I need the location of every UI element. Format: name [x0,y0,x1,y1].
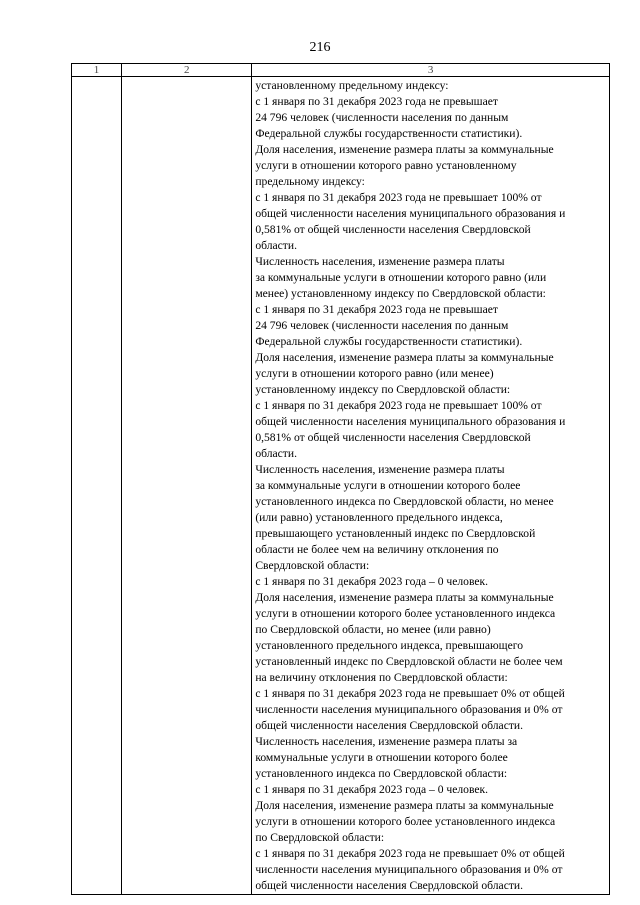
text-line: (или равно) установленного предельного индекса, [255,511,503,524]
text-line: за коммунальные услуги в отношении которого равно (или [255,271,547,284]
text-line: услуги в отношении которого равно установленному [255,159,517,172]
column-2-cell [122,77,252,895]
text-line: по Свердловской области, но менее (или равно) [255,623,491,636]
text-line: Доля населения, изменение размера платы за коммунальные [255,143,554,156]
text-line: 24 796 человек (численности населения по данным [255,111,509,124]
text-line: превышающего установленный индекс по Свердловской [255,527,536,540]
text-line: с 1 января по 31 декабря 2023 года не превышает [255,95,498,108]
column-header-3: 3 [252,64,610,77]
text-line: Доля населения, изменение размера платы за коммунальные [255,351,554,364]
text-line: с 1 января по 31 декабря 2023 года не превышает 100% от [255,191,542,204]
text-line: области. [255,239,297,252]
text-line: по Свердловской области: [255,831,385,844]
text-line: Численность населения, изменение размера платы за [255,735,518,748]
table-row [72,77,610,895]
text-line: области. [255,447,297,460]
text-line: менее) установленному индексу по Свердловской области: [255,287,546,300]
text-line: с 1 января по 31 декабря 2023 года – 0 человек. [255,783,489,796]
text-line: установленный индекс по Свердловской области не более чем [255,655,563,668]
text-line: Доля населения, изменение размера платы за коммунальные [255,591,554,604]
column-1-cell [72,77,122,895]
document-table [71,63,610,895]
text-line: общей численности населения муниципального образования и [255,207,566,220]
text-line: Численность населения, изменение размера платы [255,463,505,476]
text-line: общей численности населения Свердловской области. [255,719,524,732]
text-line: 0,581% от общей численности населения Свердловской [255,431,531,444]
text-line: на величину отклонения по Свердловской области: [255,671,508,684]
text-line: общей численности населения муниципального образования и [255,415,566,428]
text-line: общей численности населения Свердловской области. [255,879,524,892]
page-number: 216 [309,40,331,55]
text-line: Федеральной службы государственности статистики). [255,335,523,348]
text-line: области не более чем на величину отклонения по [255,543,499,556]
text-line: предельному индексу: [255,175,365,188]
text-line: установленного индекса по Свердловской области: [255,767,508,780]
column-header-1: 1 [72,64,122,77]
text-line: установленному предельному индексу: [255,79,449,92]
text-line: Федеральной службы государственности статистики). [255,127,523,140]
text-line: установленного индекса по Свердловской области, но менее [255,495,554,508]
text-line: услуги в отношении которого более установленного индекса [255,815,556,828]
text-line: за коммунальные услуги в отношении которого более [255,479,521,492]
text-line: Доля населения, изменение размера платы за коммунальные [255,799,554,812]
text-line: услуги в отношении которого равно (или менее) [255,367,494,380]
table-header-row [72,64,610,77]
column-header-2: 2 [122,64,252,77]
text-line: с 1 января по 31 декабря 2023 года не превышает [255,303,498,316]
text-line: услуги в отношении которого более установленного индекса [255,607,556,620]
column-3-cell [252,77,610,895]
text-line: 0,581% от общей численности населения Свердловской [255,223,531,236]
text-line: Свердловской области: [255,559,370,572]
text-line: с 1 января по 31 декабря 2023 года не превышает 0% от общей [255,687,565,700]
text-line: 24 796 человек (численности населения по данным [255,319,509,332]
text-line: установленному индексу по Свердловской области: [255,383,511,396]
text-line: установленного предельного индекса, превышающего [255,639,524,652]
text-line: Численность населения, изменение размера платы [255,255,505,268]
text-line: коммунальные услуги в отношении которого более [255,751,508,764]
text-line: с 1 января по 31 декабря 2023 года не превышает 0% от общей [255,847,565,860]
text-line: численности населения муниципального образования и 0% от [255,703,563,716]
text-line: с 1 января по 31 декабря 2023 года не превышает 100% от [255,399,542,412]
text-line: с 1 января по 31 декабря 2023 года – 0 человек. [255,575,489,588]
text-line: численности населения муниципального образования и 0% от [255,863,563,876]
column-3-text [255,78,607,894]
